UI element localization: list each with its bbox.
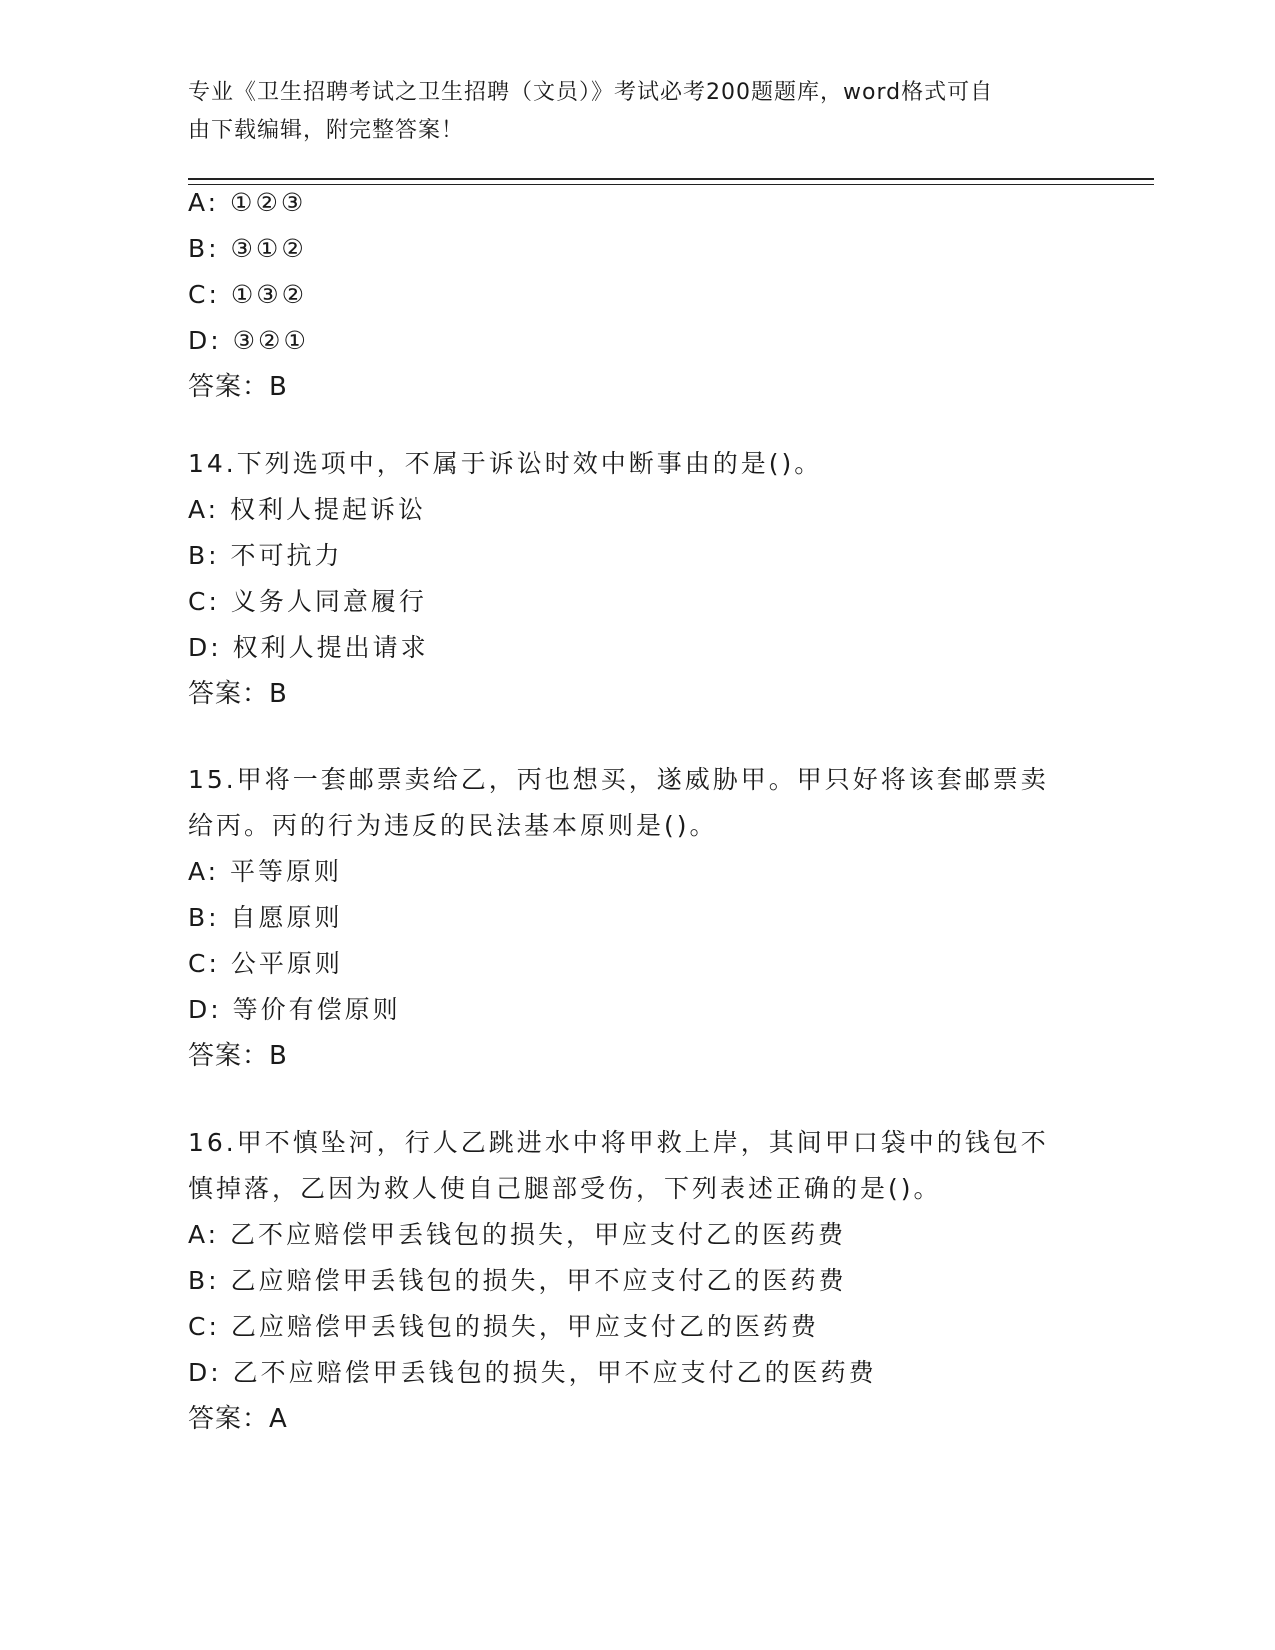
option-a: A: 平等原则 bbox=[188, 857, 343, 886]
question-stem-line-1: 16.甲不慎坠河，行人乙跳进水中将甲救上岸，其间甲口袋中的钱包不 bbox=[188, 1128, 1049, 1157]
option-a: A: 乙不应赔偿甲丢钱包的损失，甲应支付乙的医药费 bbox=[188, 1220, 847, 1249]
header-title-line-1: 专业《卫生招聘考试之卫生招聘（文员）》考试必考200题题库，word格式可自 bbox=[188, 80, 994, 105]
option-b: B: 自愿原则 bbox=[188, 903, 343, 932]
option-d: D: ③②① bbox=[188, 326, 309, 355]
option-b: B: 不可抗力 bbox=[188, 541, 343, 570]
option-c: C: 乙应赔偿甲丢钱包的损失，甲应支付乙的医药费 bbox=[188, 1312, 819, 1341]
question-stem-line-2: 慎掉落，乙因为救人使自己腿部受伤，下列表述正确的是()。 bbox=[188, 1174, 942, 1203]
question-15 bbox=[188, 757, 1088, 1079]
question-stem-line-2: 给丙。丙的行为违反的民法基本原则是()。 bbox=[188, 811, 718, 840]
answer: 答案：B bbox=[188, 372, 288, 402]
option-a: A: ①②③ bbox=[188, 188, 307, 217]
option-d: D: 乙不应赔偿甲丢钱包的损失，甲不应支付乙的医药费 bbox=[188, 1358, 877, 1387]
document-header bbox=[188, 74, 1068, 150]
option-a: A: 权利人提起诉讼 bbox=[188, 495, 427, 524]
option-d: D: 权利人提出请求 bbox=[188, 633, 429, 662]
question-13 bbox=[188, 180, 1088, 410]
question-14 bbox=[188, 441, 1088, 717]
option-c: C: 公平原则 bbox=[188, 949, 343, 978]
question-stem-line-1: 15.甲将一套邮票卖给乙，丙也想买，遂威胁甲。甲只好将该套邮票卖 bbox=[188, 765, 1049, 794]
option-d: D: 等价有偿原则 bbox=[188, 995, 401, 1024]
answer: 答案：A bbox=[188, 1404, 288, 1434]
question-stem: 14.下列选项中，不属于诉讼时效中断事由的是()。 bbox=[188, 449, 823, 478]
header-title-line-2: 由下载编辑，附完整答案！ bbox=[188, 118, 465, 143]
option-c: C: 义务人同意履行 bbox=[188, 587, 427, 616]
answer: 答案：B bbox=[188, 1041, 288, 1071]
option-c: C: ①③② bbox=[188, 280, 308, 309]
question-16 bbox=[188, 1120, 1088, 1442]
answer: 答案：B bbox=[188, 679, 288, 709]
option-b: B: 乙应赔偿甲丢钱包的损失，甲不应支付乙的医药费 bbox=[188, 1266, 847, 1295]
option-b: B: ③①② bbox=[188, 234, 307, 263]
